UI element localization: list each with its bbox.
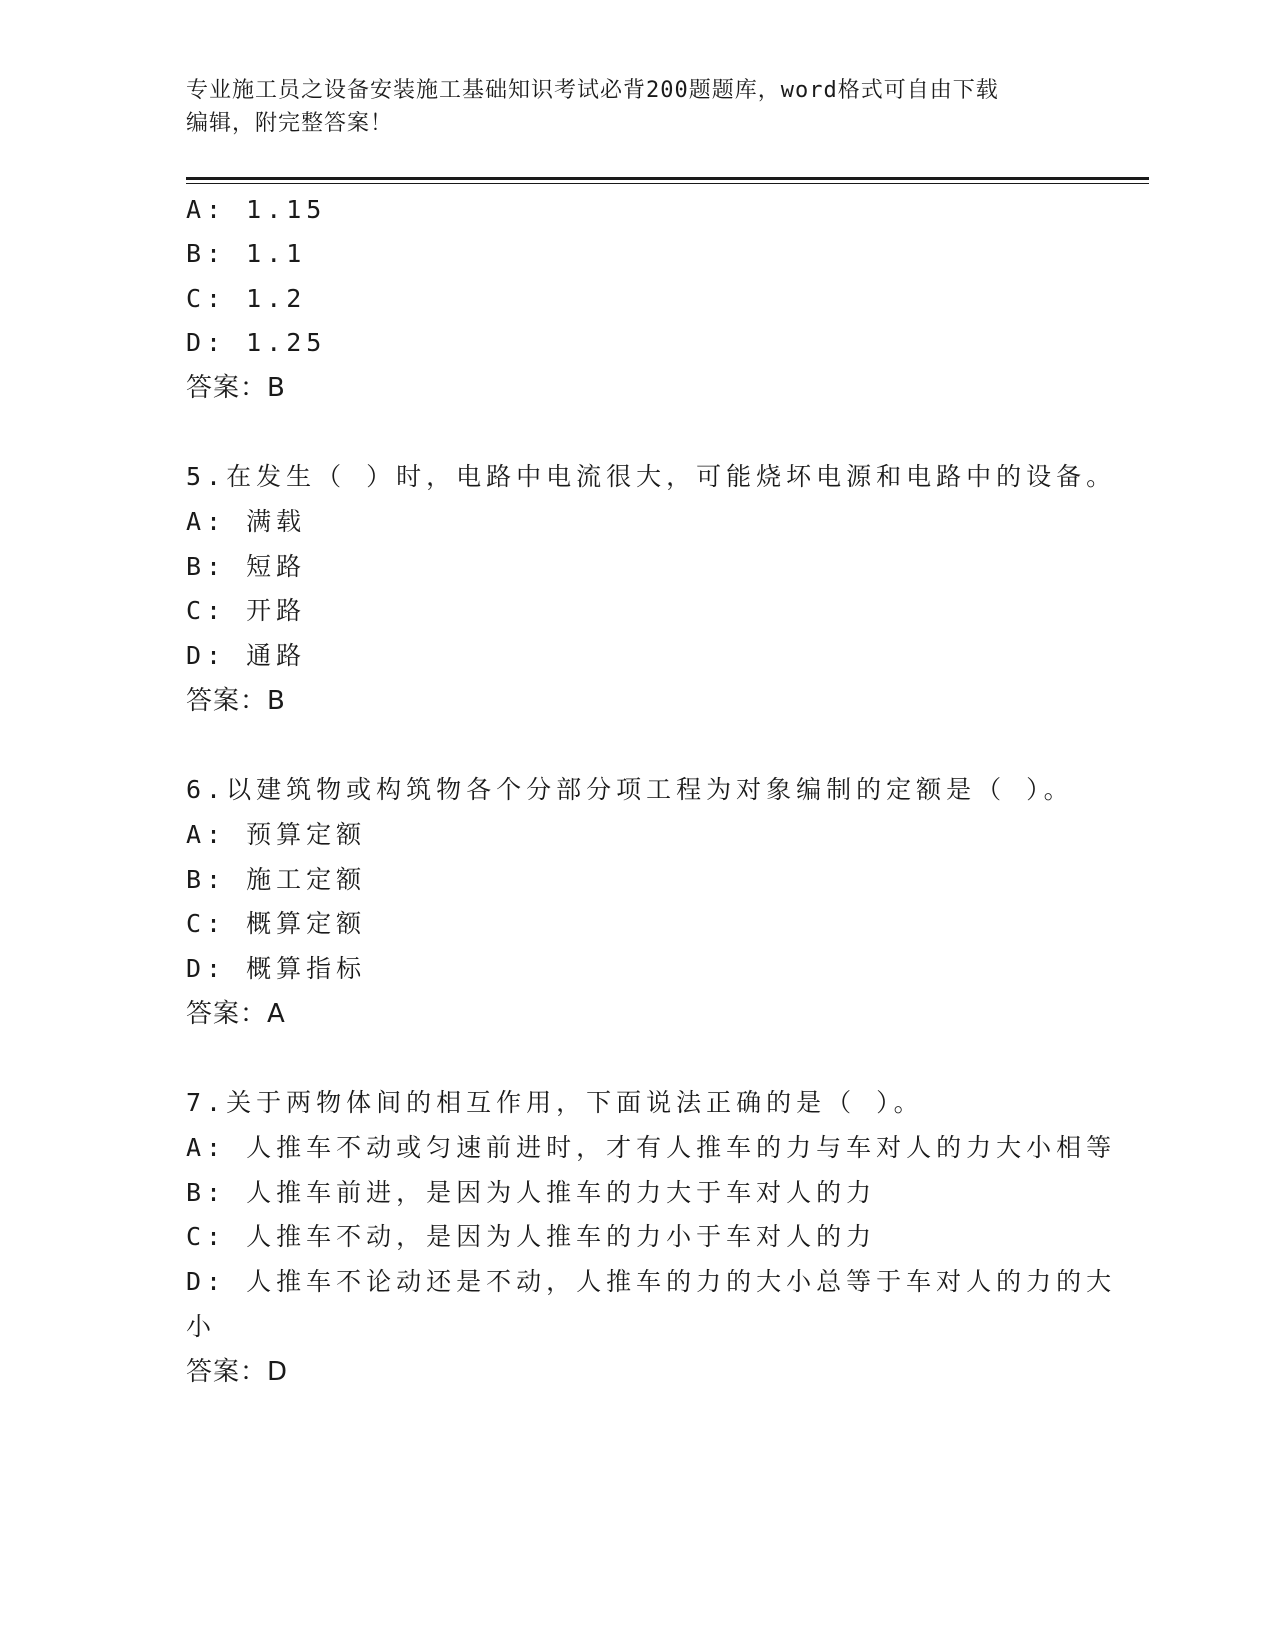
q7-option-d-continued: 小: [186, 1312, 217, 1341]
q4-option-c: C: 1.2: [186, 284, 307, 313]
q7-option-b: B: 人推车前进，是因为人推车的力大于车对人的力: [186, 1178, 877, 1207]
q7-option-d: D: 人推车不论动还是不动，人推车的力的大小总等于车对人的力的大: [186, 1267, 1117, 1296]
q5-stem: 5.在发生（ ）时，电路中电流很大，可能烧坏电源和电路中的设备。: [186, 462, 1117, 491]
q4-answer: 答案：B: [186, 373, 286, 403]
q4-option-d: D: 1.25: [186, 328, 327, 357]
header-line-1: 专业施工员之设备安装施工基础知识考试必背200题题库，word格式可自由下载: [186, 78, 999, 103]
q5-option-b: B: 短路: [186, 552, 307, 581]
header-rule-thin: [186, 183, 1149, 184]
q5-option-c: C: 开路: [186, 596, 307, 625]
q4-option-a: A: 1.15: [186, 195, 327, 224]
q6-option-d: D: 概算指标: [186, 954, 367, 983]
q7-option-c: C: 人推车不动，是因为人推车的力小于车对人的力: [186, 1222, 877, 1251]
q5-option-a: A: 满载: [186, 507, 307, 536]
q6-option-b: B: 施工定额: [186, 865, 367, 894]
document-header: [186, 74, 1066, 140]
q6-stem: 6.以建筑物或构筑物各个分部分项工程为对象编制的定额是（ ）。: [186, 775, 1074, 804]
q6-option-c: C: 概算定额: [186, 909, 367, 938]
header-rule-thick: [186, 177, 1149, 180]
header-line-2: 编辑，附完整答案！: [186, 111, 394, 136]
q6-answer: 答案：A: [186, 999, 286, 1029]
q7-stem: 7.关于两物体间的相互作用，下面说法正确的是（ ）。: [186, 1088, 924, 1117]
q7-answer: 答案：D: [186, 1357, 289, 1387]
q6-option-a: A: 预算定额: [186, 820, 367, 849]
q5-option-d: D: 通路: [186, 641, 307, 670]
q7-option-a: A: 人推车不动或匀速前进时，才有人推车的力与车对人的力大小相等: [186, 1133, 1117, 1162]
q4-option-b: B: 1.1: [186, 239, 307, 268]
q5-answer: 答案：B: [186, 686, 286, 716]
